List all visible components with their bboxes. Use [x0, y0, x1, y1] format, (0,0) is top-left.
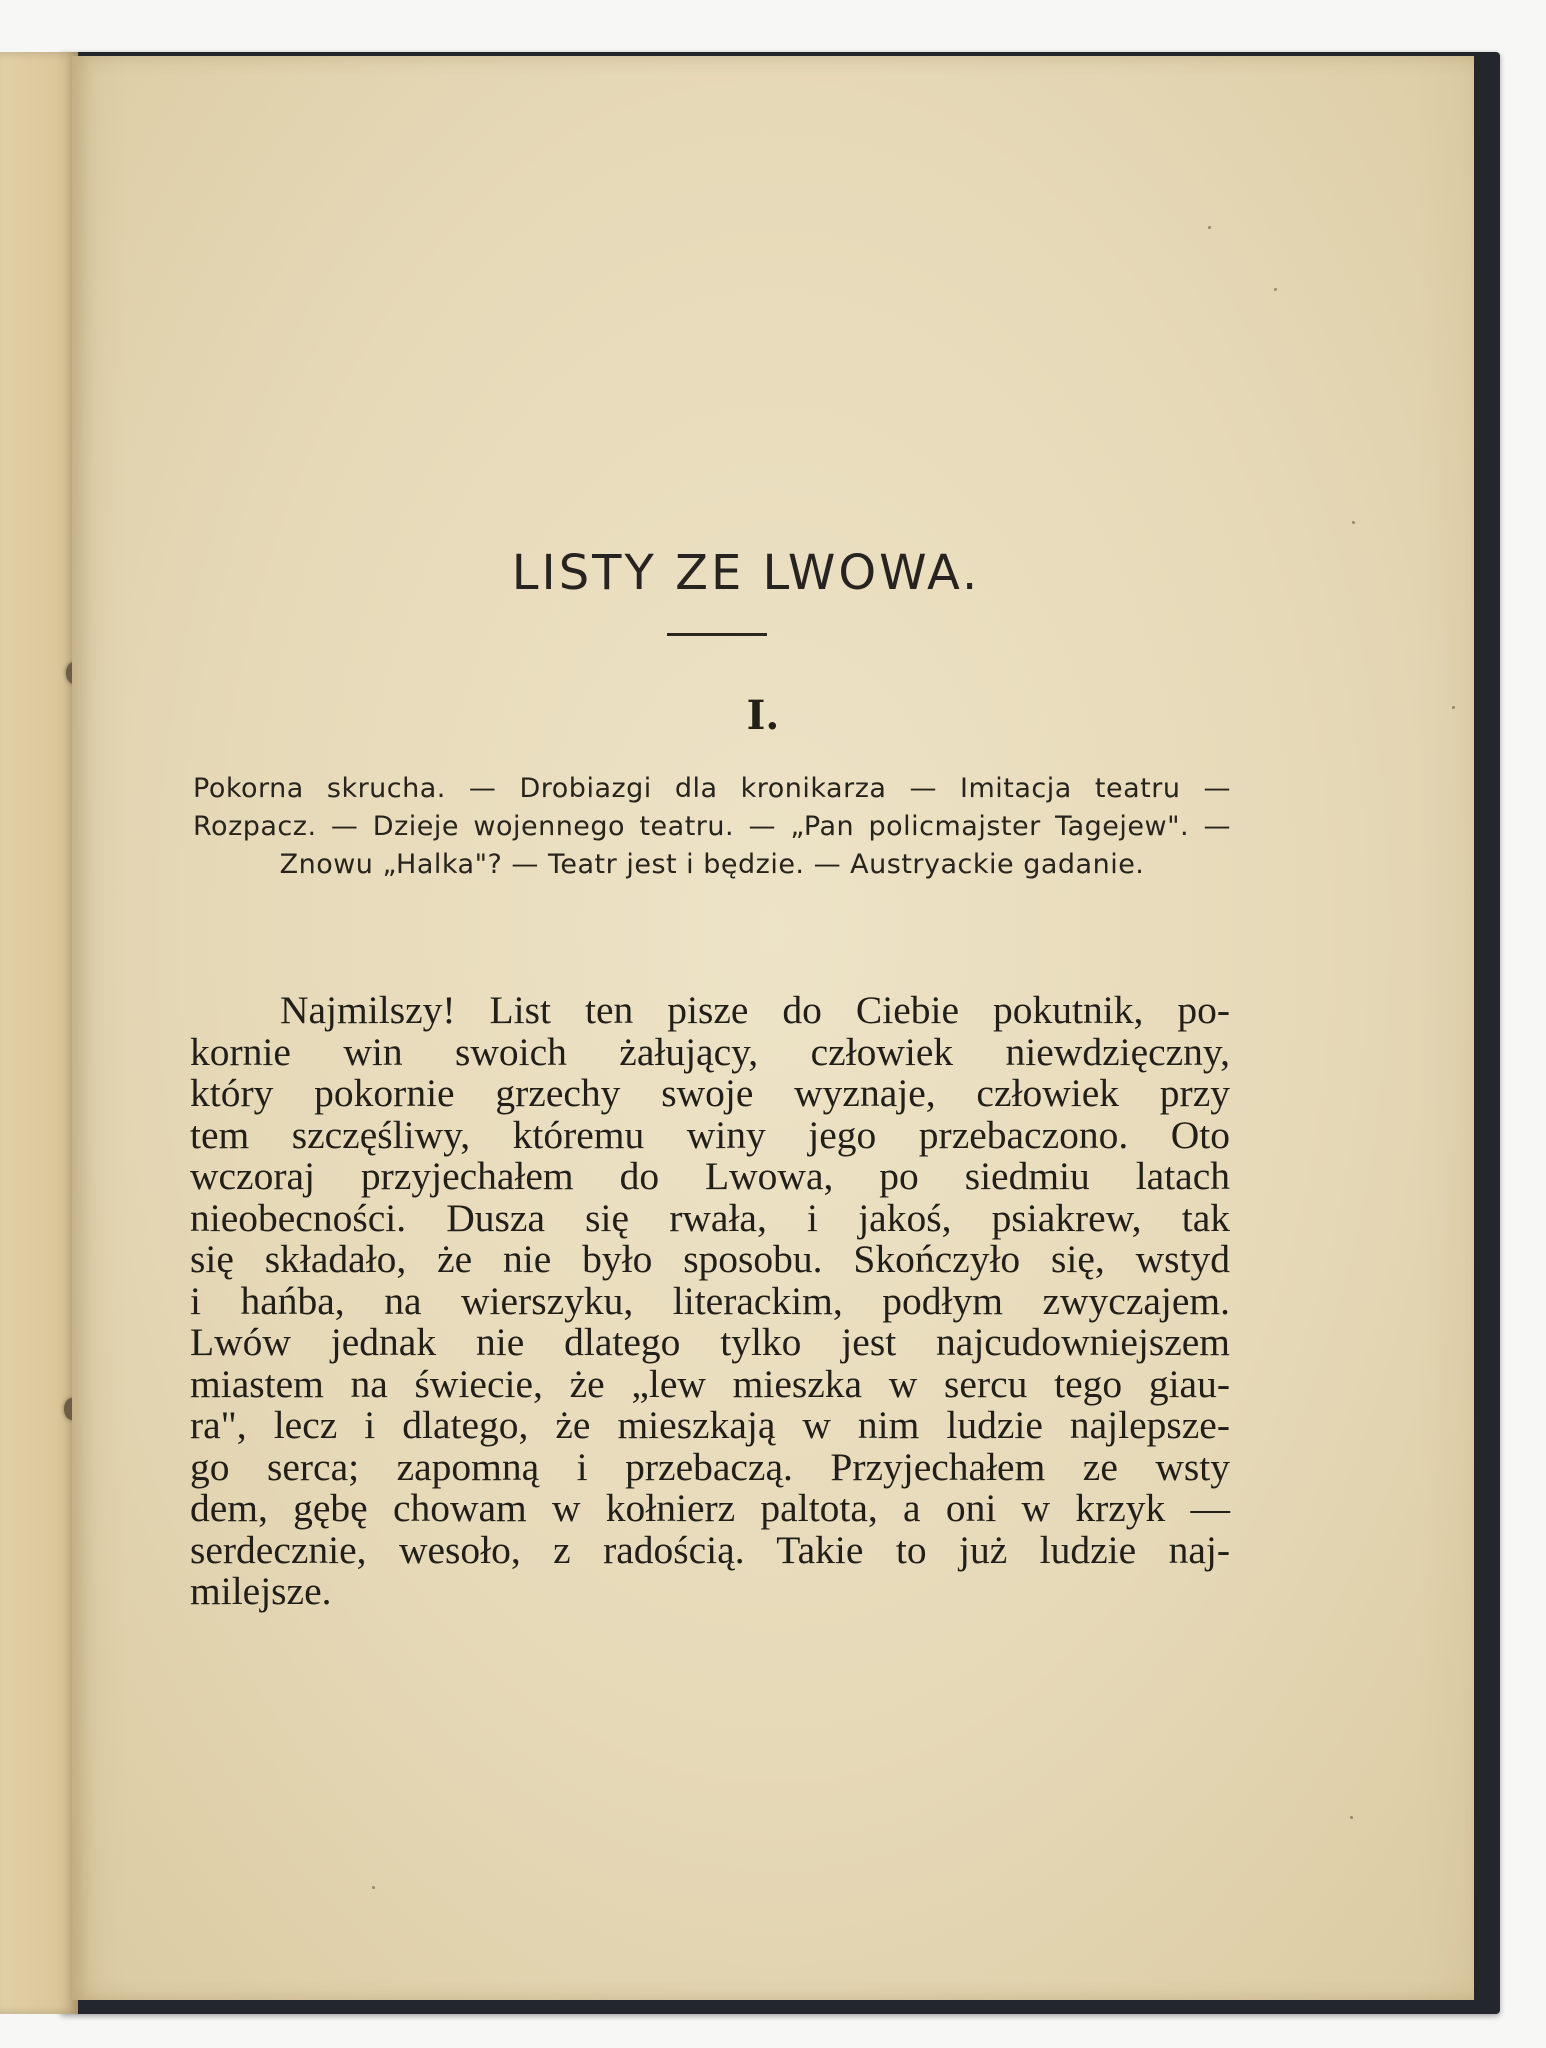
- body-line: wczoraj przyjechałem do Lwowa, po siedmiu latach: [190, 1154, 1230, 1198]
- paper-speck: [1208, 226, 1211, 229]
- body-text: [190, 990, 1230, 1613]
- body-line: i hańba, na wierszyku, literackim, podłym zwyczajem.: [190, 1278, 1230, 1323]
- body-line: się składało, że nie było sposobu. Skończyło się, wstyd: [190, 1237, 1230, 1281]
- paper-speck: [1352, 521, 1355, 524]
- body-line: Lwów jednak nie dlatego tylko jest najcudowniejszem: [190, 1320, 1230, 1364]
- title-divider: [667, 633, 767, 636]
- body-line: miastem na świecie, że „lew mieszka w sercu tego giau-: [190, 1361, 1230, 1406]
- body-line: Najmilszy! List ten pisze do Ciebie pokutnik, po-: [280, 988, 1230, 1032]
- body-line: ra", lecz i dlatego, że mieszkają w nim ludzie najlepsze-: [190, 1403, 1230, 1447]
- body-line: tem szczęśliwy, któremu winy jego przebaczono. Oto: [190, 1112, 1230, 1157]
- body-line: go serca; zapomną i przebaczą. Przyjechałem ze wsty: [190, 1444, 1230, 1489]
- body-line: nieobecności. Dusza się rwała, i jakoś, psiakrew, tak: [190, 1195, 1230, 1240]
- paper-speck: [1274, 288, 1277, 291]
- body-line: kornie win swoich żałujący, człowiek niewdzięczny,: [190, 1029, 1230, 1074]
- chapter-summary: Pokorna skrucha. — Drobiazgi dla kronikarza — Imitacja teatru — Rozpacz. — Dzieje wojennego teatru. — „Pan policmajster Tagejew". — Znowu „Halka"? — Teatr jest i będzie. — Austryackie gadanie.: [193, 773, 1231, 880]
- body-line: milejsze.: [190, 1569, 332, 1613]
- page-title: LISTY ZE LWOWA.: [511, 545, 981, 601]
- body-line: dem, gębę chowam w kołnierz paltota, a oni w krzyk —: [190, 1486, 1230, 1530]
- body-line: który pokornie grzechy swoje wyznaje, człowiek przy: [190, 1071, 1230, 1115]
- paper-speck: [1350, 1816, 1353, 1819]
- body-line: serdecznie, wesoło, z radością. Takie to już ludzie naj-: [190, 1527, 1230, 1572]
- paper-speck: [372, 1886, 375, 1889]
- left-page-edge: [0, 52, 78, 2014]
- chapter-numeral: I.: [746, 692, 780, 739]
